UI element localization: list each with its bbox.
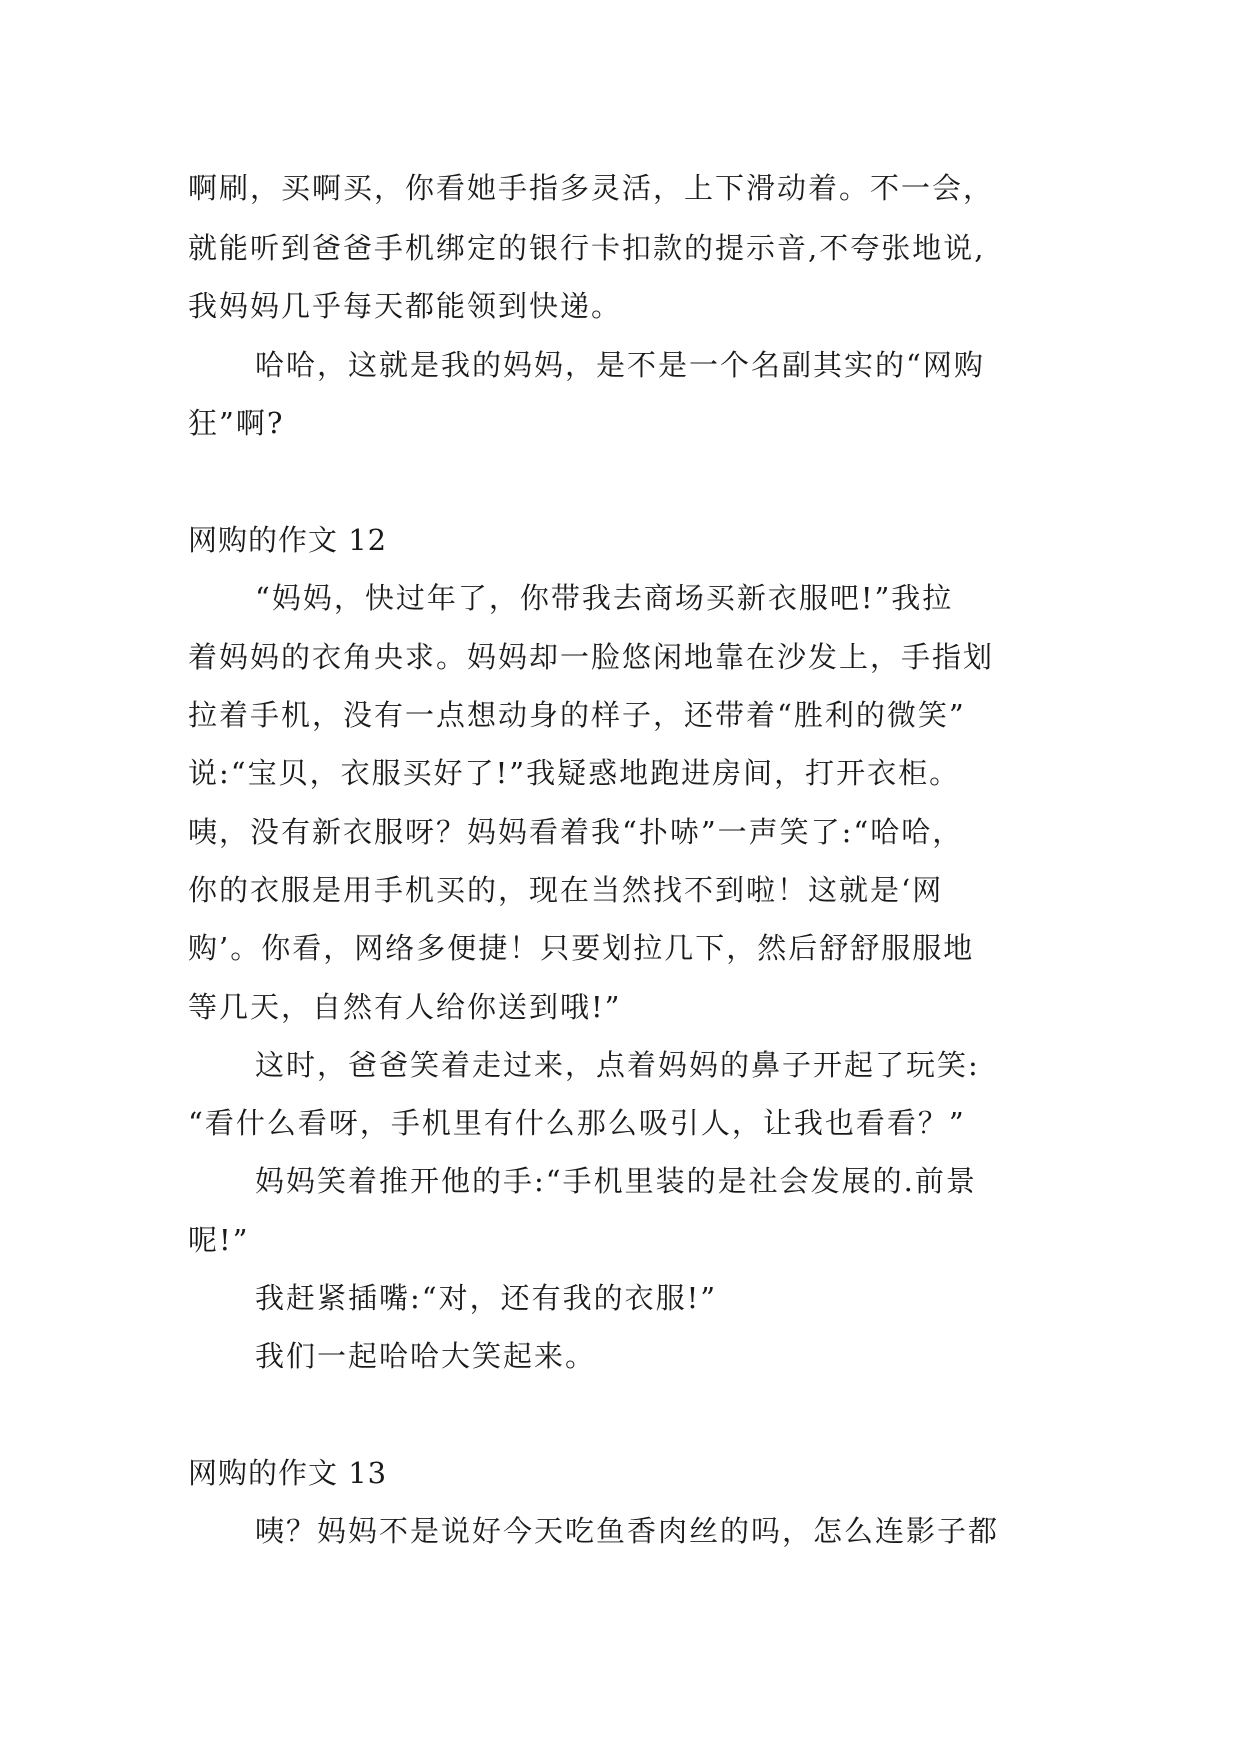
paragraph-line: 我妈妈几乎每天都能领到快递。 <box>188 289 623 323</box>
paragraph-line: 你的衣服是用手机买的，现在当然找不到啦！这就是‘网 <box>188 873 944 907</box>
paragraph-line: 呢!” <box>188 1223 250 1257</box>
paragraph-line: 拉着手机，没有一点想动身的样子，还带着“胜利的微笑” <box>188 698 966 732</box>
section-heading-12: 网购的作文 12 <box>188 523 388 557</box>
paragraph-line: 妈妈笑着推开他的手:“手机里装的是社会发展的.前景 <box>255 1164 977 1198</box>
paragraph-line: “看什么看呀，手机里有什么那么吸引人，让我也看看？” <box>188 1106 966 1140</box>
paragraph-line: 着妈妈的衣角央求。妈妈却一脸悠闲地靠在沙发上，手指划 <box>188 640 995 674</box>
paragraph-line: 啊刷，买啊买，你看她手指多灵活，上下滑动着。不一会， <box>188 171 995 205</box>
paragraph-line: 狂”啊? <box>188 406 285 440</box>
paragraph-line: 咦，没有新衣服呀？妈妈看着我“扑哧”一声笑了:“哈哈， <box>188 815 964 849</box>
paragraph-line: 购’。你看，网络多便捷！只要划拉几下，然后舒舒服服地 <box>188 931 975 965</box>
paragraph-line: “妈妈，快过年了，你带我去商场买新衣服吧!”我拉 <box>255 581 954 615</box>
paragraph-line: 我赶紧插嘴:“对，还有我的衣服!” <box>255 1281 718 1315</box>
paragraph-line: 说:“宝贝，衣服买好了!”我疑惑地跑进房间，打开衣柜。 <box>188 756 961 790</box>
paragraph-line: 咦？妈妈不是说好今天吃鱼香肉丝的吗，怎么连影子都 <box>255 1514 1000 1548</box>
paragraph-line: 就能听到爸爸手机绑定的银行卡扣款的提示音,不夸张地说, <box>188 231 986 265</box>
paragraph-line: 等几天，自然有人给你送到哦!” <box>188 990 622 1024</box>
section-heading-13: 网购的作文 13 <box>188 1456 388 1490</box>
paragraph-line: 哈哈，这就是我的妈妈，是不是一个名副其实的“网购 <box>255 348 985 382</box>
paragraph-line: 这时，爸爸笑着走过来，点着妈妈的鼻子开起了玩笑: <box>255 1048 980 1082</box>
paragraph-line: 我们一起哈哈大笑起来。 <box>255 1339 597 1373</box>
